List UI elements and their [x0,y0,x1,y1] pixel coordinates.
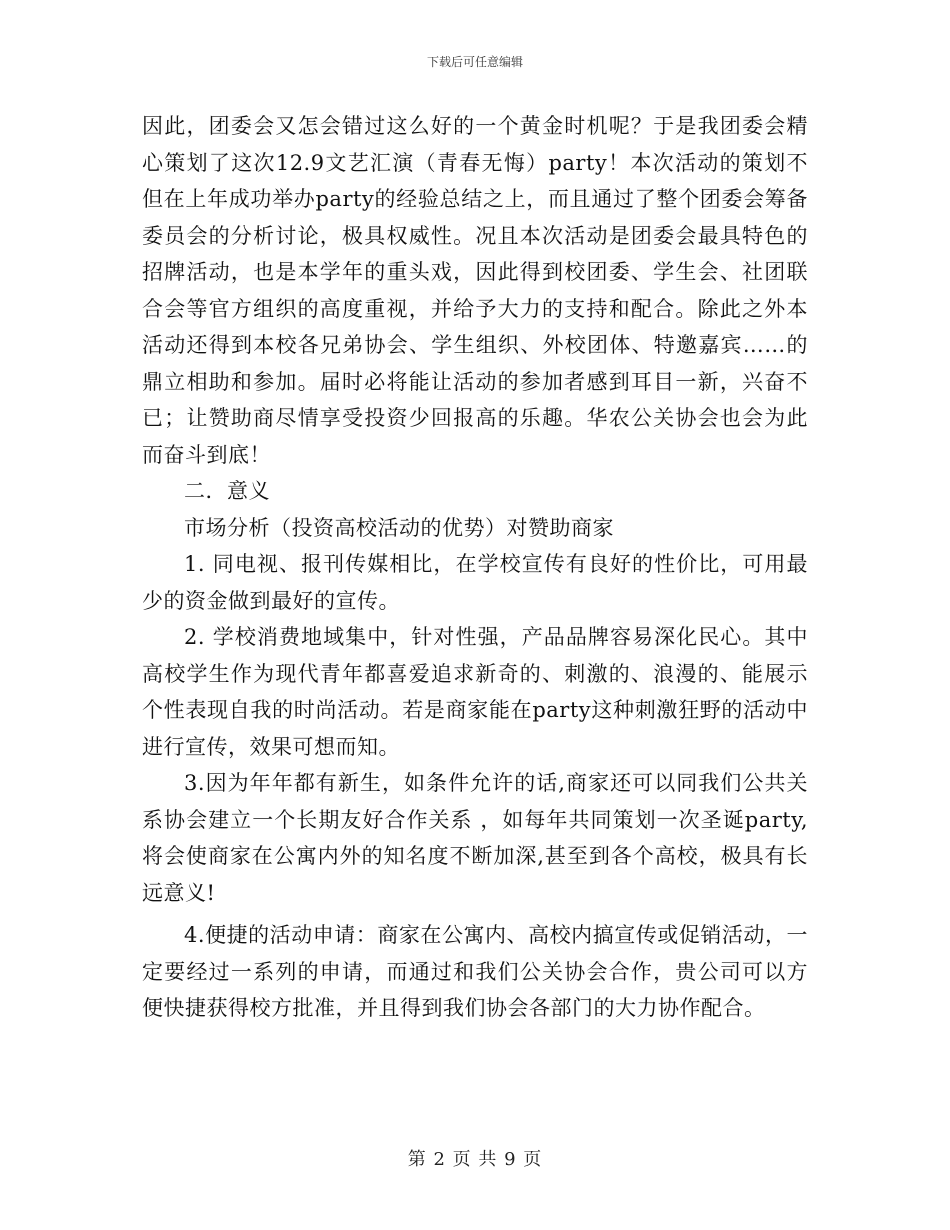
list-item-4: 4.便捷的活动申请：商家在公寓内、高校内搞宣传或促销活动，一定要经过一系列的申请，而通过和我们公关协会合作，贵公司可以方便快捷获得校方批准，并且得到我们协会各部门的大力协作配合。 [142,923,808,1020]
list-item-1: 1. 同电视、报刊传媒相比，在学校宣传有良好的性价比，可用最少的资金做到最好的宣传。 [142,552,808,613]
subheading-market-analysis: 市场分析（投资高校活动的优势）对赞助商家 [184,515,614,540]
list-item-2: 2. 学校消费地域集中，针对性强，产品品牌容易深化民心。其中高校学生作为现代青年都喜爱追求新奇的、刺激的、浪漫的、能展示个性表现自我的时尚活动。若是商家能在party这种刺激狂野的活动中进行宣传，效果可想而知。 [142,625,808,759]
list-item-3: 3.因为年年都有新生，如条件允许的话,商家还可以同我们公共关系协会建立一个长期友好合作关系 ，如每年共同策划一次圣诞party,将会使商家在公寓内外的知名度不断加深,甚至到各个高校，极具有长远意义! [142,771,808,905]
page-number-footer: 第 2 页 共 9 页 [407,1149,543,1170]
document-body [142,108,808,1027]
section-heading-significance: 二．意义 [184,479,270,503]
paragraph-background: 因此，团委会又怎会错过这么好的一个黄金时机呢？于是我团委会精心策划了这次12.9文艺汇演（青春无悔）party！本次活动的策划不但在上年成功举办party的经验总结之上，而且通过了整个团委会筹备委员会的分析讨论，极具权威性。况且本次活动是团委会最具特色的招牌活动，也是本学年的重头戏，因此得到校团委、学生会、社团联合会等官方组织的高度重视，并给予大力的支持和配合。除此之外本活动还得到本校各兄弟协会、学生组织、外校团体、特邀嘉宾……的鼎立相助和参加。届时必将能让活动的参加者感到耳目一新，兴奋不已；让赞助商尽情享受投资少回报高的乐趣。华农公关协会也会为此而奋斗到底！ [142,114,808,467]
page-header-note: 下载后可任意编辑 [426,55,523,69]
